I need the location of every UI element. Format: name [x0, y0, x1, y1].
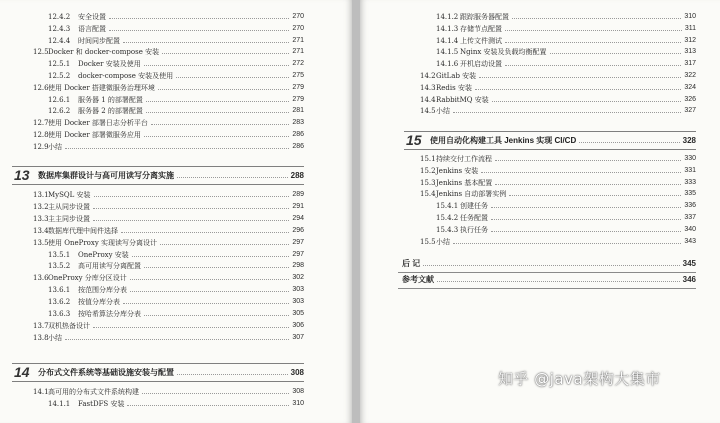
section-number: 12.6.1 [48, 95, 71, 104]
section-title: 主主同步设置 [48, 214, 90, 223]
postscript [398, 256, 696, 273]
page-number: 311 [684, 24, 696, 32]
section-number: 15.5 [420, 237, 436, 246]
section-number: 13.4 [33, 226, 49, 235]
toc-entry [48, 249, 304, 261]
dot-leader [123, 303, 289, 304]
section-number: 13.5.2 [48, 262, 71, 271]
section-number: 14.2 [420, 72, 436, 80]
toc-entry [33, 46, 304, 58]
dot-leader [492, 101, 682, 102]
dot-leader [109, 18, 289, 19]
right-page [360, 0, 720, 423]
page-number: 279 [292, 95, 304, 103]
toc-entry [420, 82, 696, 94]
section-number: 13.2 [33, 202, 49, 211]
chapter-title: 数据库集群设计与高可用读写分离实施 [38, 171, 174, 180]
dot-leader [453, 243, 681, 244]
section-title: RabbitMQ 安装 [436, 95, 489, 104]
page-number: 310 [684, 13, 696, 20]
toc-entry [33, 82, 304, 94]
section-title: 跟踪服务器配置 [460, 13, 509, 21]
section-title: OneProxy 安装 [78, 250, 129, 259]
section-title: 存储节点配置 [460, 24, 502, 33]
dot-leader [177, 177, 288, 178]
toc-entry [48, 284, 304, 296]
dot-leader [130, 279, 290, 280]
toc-entry [48, 11, 304, 23]
section-title: 服务器 2 的部署配置 [78, 107, 143, 116]
section-title: 语言配置 [78, 24, 106, 33]
section-number: 12.5.2 [48, 72, 71, 80]
page-number: 331 [684, 166, 696, 174]
section-number: 14.5 [420, 107, 436, 116]
section-title: 高可用读写分离配置 [78, 262, 141, 271]
page-number: 283 [292, 119, 304, 127]
section-title: Docker 安装及使用 [78, 60, 141, 69]
dot-leader [93, 220, 289, 221]
toc-entry [420, 177, 696, 189]
page-number: 303 [292, 298, 304, 306]
section-title: Docker 和 docker-compose 安装 [48, 48, 160, 57]
dot-leader [453, 112, 681, 113]
dot-leader [144, 315, 289, 316]
dot-leader [93, 327, 289, 328]
section-number: 13.6.3 [48, 310, 71, 318]
dot-leader [475, 89, 681, 90]
section-title: Jenkins 自动部署实例 [436, 190, 507, 199]
toc-entry [33, 225, 304, 237]
dot-leader [505, 42, 681, 43]
chapter-page: 288 [290, 171, 304, 180]
page-number: 327 [684, 107, 696, 115]
page-number: 271 [292, 36, 304, 44]
chapter-page: 328 [682, 136, 696, 145]
toc-entry [436, 11, 696, 23]
section-title: 使用 Docker 部署日志分析平台 [48, 119, 148, 128]
page-number: 305 [292, 310, 304, 317]
references-page: 346 [682, 275, 696, 284]
section-title: GitLab 安装 [436, 72, 477, 80]
section-number: 12.6.2 [48, 107, 71, 116]
dot-leader [158, 89, 289, 90]
section-title: Jenkins 安装 [436, 166, 479, 175]
chapter-heading [12, 363, 304, 382]
left-page [0, 0, 352, 423]
page-number: 291 [292, 202, 304, 210]
page-number: 310 [292, 399, 304, 407]
page-number: 279 [292, 83, 304, 91]
page-number: 335 [684, 190, 696, 198]
chapter-title: 使用自动化构建工具 Jenkins 实现 CI/CD [430, 136, 577, 145]
dot-leader [491, 231, 681, 232]
toc-entry [33, 129, 304, 141]
section-title: 执行任务 [460, 225, 488, 234]
chapter-page: 308 [290, 368, 304, 377]
dot-leader [176, 77, 289, 78]
toc-entry [436, 35, 696, 47]
page-number: 312 [684, 36, 696, 44]
page-number: 307 [292, 333, 304, 341]
page-number: 302 [292, 274, 304, 282]
section-number: 13.5.1 [48, 250, 71, 259]
section-number: 12.6 [33, 83, 49, 92]
page-number: 337 [684, 214, 696, 221]
section-number: 14.1.2 [436, 13, 459, 21]
dot-leader [491, 219, 681, 220]
toc-entry [33, 272, 304, 284]
section-title: 按范围分库分表 [78, 286, 127, 295]
section-number: 12.4.3 [48, 24, 71, 33]
chapter-number: 14 [14, 364, 30, 380]
section-number: 12.4.4 [48, 36, 71, 45]
page-number: 336 [684, 202, 696, 210]
page-number: 326 [684, 95, 696, 103]
dot-leader [505, 65, 681, 66]
dot-leader [146, 101, 289, 102]
chapter-number: 15 [406, 132, 422, 148]
references-title: 参考文献 [402, 275, 434, 284]
section-number: 14.1.5 [436, 48, 459, 57]
watermark: 知乎 @java架构大集市 [498, 370, 661, 388]
section-number: 12.9 [33, 142, 49, 151]
page-number: 313 [684, 48, 696, 56]
postscript-page: 345 [682, 259, 696, 268]
section-title: 服务器 1 的部署配置 [78, 95, 143, 104]
section-number: 12.5 [33, 48, 49, 57]
dot-leader [65, 339, 289, 340]
dot-leader [160, 244, 289, 245]
dot-leader [121, 232, 289, 233]
dot-leader [579, 142, 679, 143]
section-title: OneProxy 分库分区设计 [48, 274, 127, 283]
page-number: 270 [292, 24, 304, 32]
toc-entry [48, 35, 304, 47]
section-number: 14.4 [420, 95, 436, 104]
toc-entry [48, 398, 304, 410]
toc-entry [436, 46, 696, 58]
section-number: 13.8 [33, 333, 49, 342]
section-title: Redis 安装 [436, 83, 472, 92]
section-number: 14.1.4 [436, 36, 459, 45]
page-number: 317 [684, 60, 696, 68]
toc-entry [33, 201, 304, 213]
toc-entry [420, 188, 696, 200]
page-number: 289 [292, 191, 304, 198]
dot-leader [127, 405, 289, 406]
dot-leader [177, 374, 288, 375]
postscript-title: 后 记 [402, 259, 421, 268]
section-number: 14.1 [33, 388, 49, 396]
section-number: 12.8 [33, 131, 49, 139]
section-title: 小结 [48, 142, 62, 151]
section-number: 15.4.3 [436, 225, 459, 234]
toc-entry [33, 213, 304, 225]
section-title: 按哈希算法分库分表 [78, 310, 141, 318]
dot-leader [512, 18, 681, 19]
toc-entry [48, 296, 304, 308]
section-title: FastDFS 安装 [78, 399, 125, 408]
chapter-heading [12, 166, 304, 185]
section-title: 使用 Docker 部署微服务应用 [48, 131, 141, 139]
section-number: 14.3 [420, 83, 436, 92]
toc-entry [48, 94, 304, 106]
toc-entry [33, 237, 304, 249]
toc-entry [420, 165, 696, 177]
dot-leader [144, 267, 289, 268]
section-number: 13.5 [33, 238, 49, 247]
toc-entry [33, 320, 304, 332]
dot-leader [144, 65, 290, 66]
dot-leader [505, 30, 682, 31]
toc-entry [33, 386, 304, 398]
dot-leader [550, 53, 682, 54]
toc-entry [48, 23, 304, 35]
dot-leader [123, 42, 289, 43]
page-number: 294 [292, 214, 304, 222]
dot-leader [481, 172, 681, 173]
section-title: Nginx 安装及负载均衡配置 [460, 48, 547, 57]
book-gutter [352, 0, 360, 423]
toc-entry [48, 58, 304, 70]
toc-entry [33, 117, 304, 129]
toc-entry [420, 94, 696, 106]
section-title: 按值分库分表 [78, 298, 120, 307]
section-number: 12.4.2 [48, 13, 71, 21]
section-title: 主从同步设置 [48, 202, 90, 211]
dot-leader [423, 265, 679, 266]
section-title: Jenkins 基本配置 [436, 178, 493, 187]
page-number: 343 [684, 237, 696, 245]
section-number: 14.1.3 [436, 24, 459, 33]
chapter-title: 分布式文件系统等基础设施安装与配置 [38, 368, 174, 377]
dot-leader [109, 30, 289, 31]
section-number: 12.7 [33, 119, 49, 128]
section-title: 高可用的分布式文件系统构建 [48, 388, 139, 396]
toc-entry [436, 200, 696, 212]
dot-leader [162, 53, 289, 54]
page-number: 340 [684, 225, 696, 233]
page-number: 272 [292, 60, 304, 68]
dot-leader [93, 208, 289, 209]
page-number: 270 [292, 13, 304, 20]
page-number: 308 [292, 388, 304, 395]
page-number: 330 [684, 155, 696, 162]
section-number: 13.6 [33, 274, 49, 283]
chapter-heading [404, 131, 696, 150]
section-number: 13.3 [33, 214, 49, 223]
section-number: 15.3 [420, 178, 436, 187]
section-title: 使用 Docker 搭建微服务治理环境 [48, 83, 155, 92]
page-number: 297 [292, 238, 304, 246]
dot-leader [142, 393, 289, 394]
section-number: 15.4.1 [436, 202, 459, 211]
toc-entry [48, 105, 304, 117]
section-number: 13.1 [33, 191, 49, 199]
references [398, 272, 696, 289]
page-number: 324 [684, 83, 696, 91]
page-number: 297 [292, 250, 304, 258]
dot-leader [151, 124, 289, 125]
toc-entry [436, 58, 696, 70]
dot-leader [130, 291, 289, 292]
dot-leader [94, 196, 290, 197]
section-title: 小结 [436, 237, 450, 246]
toc-entry [436, 212, 696, 224]
section-title: 持续交付工作流程 [436, 155, 492, 163]
section-number: 13.6.1 [48, 286, 71, 295]
dot-leader [495, 160, 681, 161]
section-title: 时间同步配置 [78, 36, 120, 45]
toc-entry [48, 70, 304, 82]
section-title: 上传文件测试 [460, 36, 502, 45]
page-number: 281 [292, 107, 304, 115]
section-title: 创建任务 [460, 202, 488, 211]
toc-entry [420, 105, 696, 117]
section-number: 14.1.6 [436, 60, 459, 69]
section-number: 12.5.1 [48, 60, 71, 69]
section-number: 15.4.2 [436, 214, 459, 222]
page-number: 303 [292, 286, 304, 294]
page-number: 333 [684, 178, 696, 186]
toc-entry [420, 153, 696, 165]
dot-leader [65, 148, 289, 149]
toc-entry [48, 308, 304, 320]
section-number: 15.1 [420, 155, 436, 163]
page-number: 286 [292, 131, 304, 138]
toc-entry [420, 70, 696, 82]
section-number: 13.6.2 [48, 298, 71, 307]
section-title: 任务配置 [460, 214, 488, 222]
section-number: 14.1.1 [48, 399, 71, 408]
section-number: 15.4 [420, 190, 436, 199]
dot-leader [132, 256, 290, 257]
page-number: 286 [292, 142, 304, 150]
dot-leader [144, 136, 289, 137]
section-title: 开机启动设置 [460, 60, 502, 69]
page-number: 271 [292, 48, 304, 56]
dot-leader [479, 77, 681, 78]
page-number: 296 [292, 226, 304, 234]
toc-entry [33, 141, 304, 153]
toc-entry [33, 189, 304, 201]
section-title: docker-compose 安装及使用 [78, 72, 174, 80]
page-number: 322 [684, 72, 696, 79]
section-title: 小结 [48, 333, 62, 342]
section-title: 双机热备设计 [48, 321, 90, 330]
toc-entry [436, 224, 696, 236]
section-title: MySQL 安装 [48, 191, 91, 199]
page-number: 306 [292, 321, 304, 329]
page-number: 275 [292, 72, 304, 79]
toc-entry [436, 23, 696, 35]
dot-leader [146, 112, 289, 113]
chapter-number: 13 [14, 167, 30, 183]
section-title: 安全设置 [78, 13, 106, 21]
page-number: 298 [292, 262, 304, 270]
section-number: 13.7 [33, 321, 49, 330]
section-title: 使用 OneProxy 实现读写分离设计 [48, 238, 158, 247]
dot-leader [509, 195, 681, 196]
section-title: 小结 [436, 107, 450, 116]
section-title: 数据库代理中间件选择 [48, 226, 118, 235]
toc-entry [48, 260, 304, 272]
toc-entry [420, 236, 696, 248]
dot-leader [437, 281, 680, 282]
section-number: 15.2 [420, 166, 436, 175]
dot-leader [491, 207, 681, 208]
dot-leader [495, 184, 681, 185]
toc-entry [33, 332, 304, 344]
